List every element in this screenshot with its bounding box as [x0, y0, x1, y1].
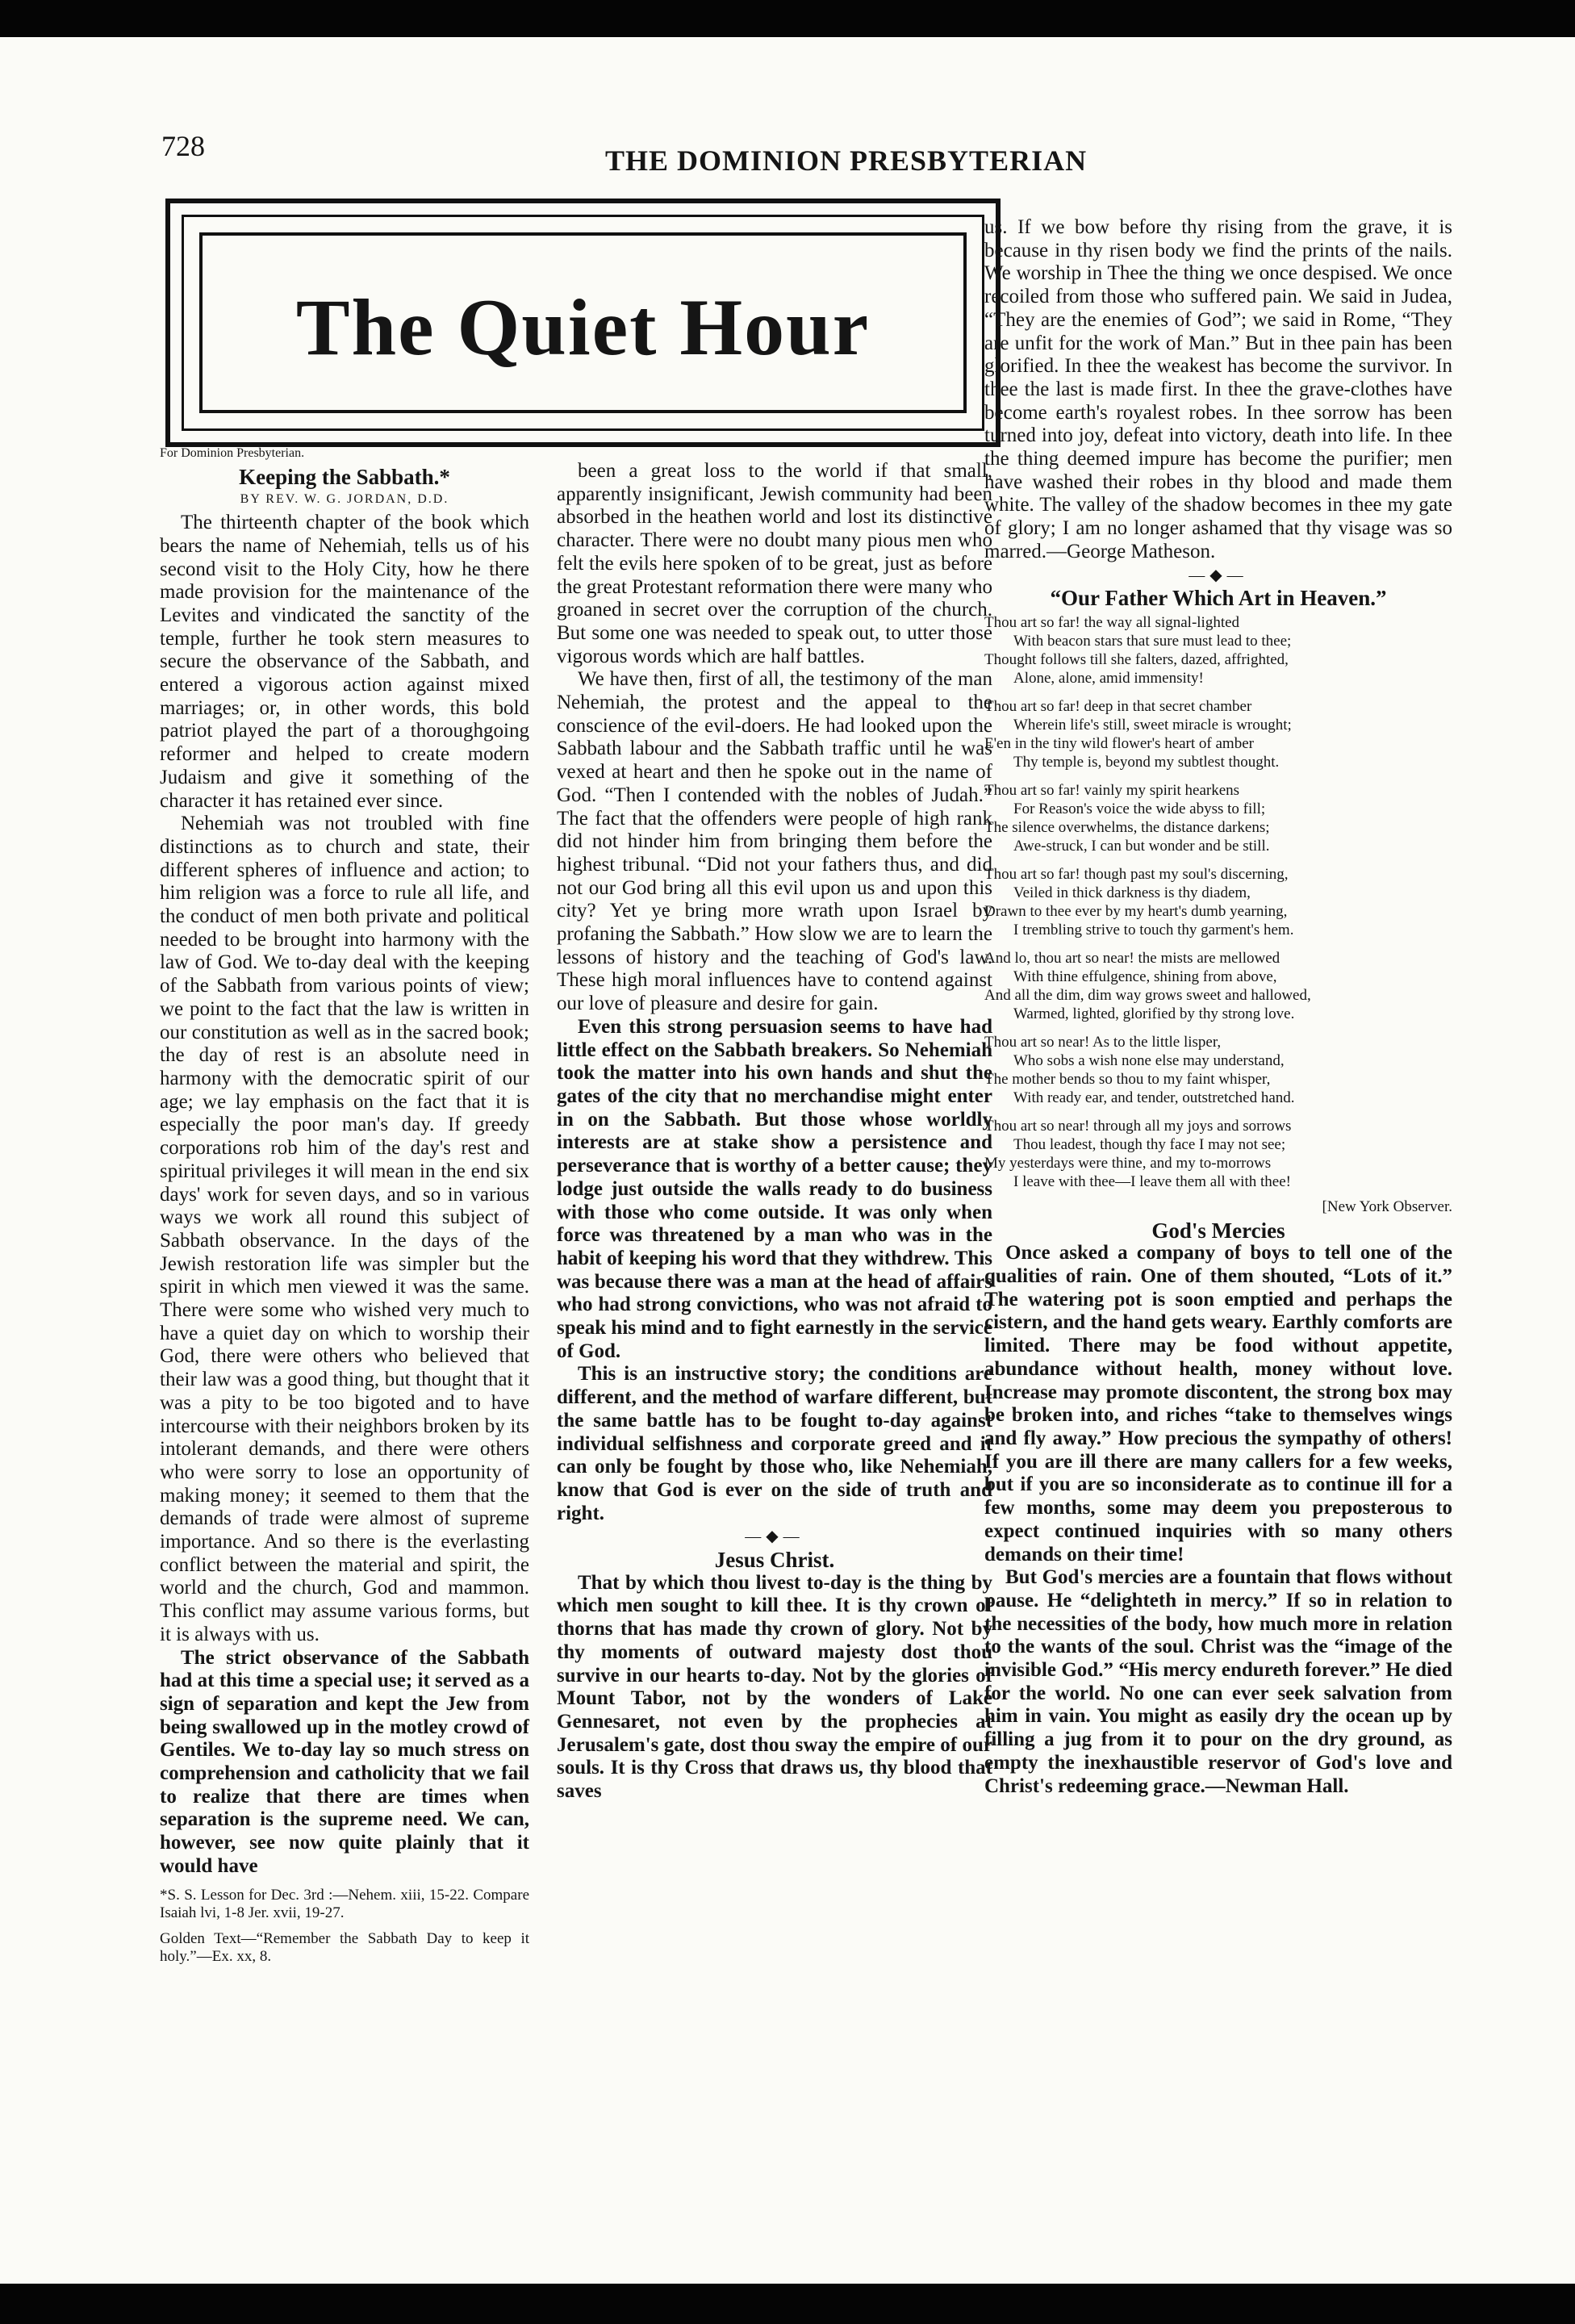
poem-line: Thought follows till she falters, dazed, affrighted, — [984, 650, 1289, 668]
article-continuation: us. If we bow before thy rising from the grave, it is because in thy risen body we find the prints of the nails. We worship in Thee the thing we once despised. We once recoiled from those who suffered pain. We said in Judea, “They are the enemies of God”; we said in Rome, “They are unfit for the work of Man.” But in thee pain has been glorified. In thee the weakest has become the survivor. In thee the last is made first. In thee the grave-clothes have become earth's royalest robes. In thee sorrow has been turned into joy, defeat into victory, death into life. In thee the thing deemed impure has become the purifier; men have washed their robes in thy blood and made them white. The valley of the shadow becomes in thee my gate of glory; I am no longer ashamed that thy visage was so marred.—George Matheson. — [984, 216, 1452, 562]
poem-stanza — [984, 865, 1452, 939]
poem-line: Thou art so far! though past my soul's discerning, — [984, 865, 1289, 883]
poem-line: I trembling strive to touch thy garment's hem. — [1013, 921, 1294, 938]
poem-line: Thou art so near! through all my joys and sorrows — [984, 1117, 1292, 1135]
poem-line: For Reason's voice the wide abyss to fill; — [1013, 800, 1266, 817]
poem-line: Thy temple is, beyond my subtlest thought. — [1013, 753, 1280, 771]
column-3 — [984, 216, 1452, 1798]
poem-stanza — [984, 1117, 1452, 1191]
article-paragraph: been a great loss to the world if that small, apparently insignificant, Jewish community had been absorbed in the heathen world and lost its distinctive character. There were no doubt many pious men who felt the evils here spoken of to be great, just as before the great Protestant reformation there were many who groaned in secret over the corruption of the church. But some one was needed to speak out, to utter those vigorous words which are half battles. — [557, 460, 992, 667]
poem-title: “Our Father Which Art in Heaven.” — [1050, 586, 1387, 611]
poem-line: With ready ear, and tender, outstretched hand. — [1013, 1089, 1295, 1106]
poem-source: [New York Observer. — [1322, 1198, 1452, 1215]
poem-line: Thou art so near! As to the little lisper, — [984, 1033, 1222, 1051]
poem-line: Thou art so far! the way all signal-lighted — [984, 613, 1240, 631]
article-title-mercies: God's Mercies — [1151, 1218, 1285, 1243]
poem-line: My yesterdays were thine, and my to-morrows — [984, 1154, 1272, 1172]
article-title-sabbath: Keeping the Sabbath.* — [239, 464, 450, 489]
article-paragraph: The thirteenth chapter of the book which bears the name of Nehemiah, tells us of his second visit to the Holy City, how he there made provision for the maintenance of the Levites and vindicated the sanctity of the temple, further he took stern measures to secure the observance of the Sabbath, and entered a vigorous action against mixed marriages; or, in other words, this bold patriot played the part of a thoroughgoing reformer and helped to create modern Judaism and give it something of the character it has retained ever since. — [160, 512, 529, 812]
article-paragraph: The strict observance of the Sabbath had at this time a special use; it served as a sign of separation and kept the Jew from being swallowed up in the motley crowd of Gentiles. We to-day lay so much stress on comprehension and catholicity that we fail to realize that there are times when separation is the supreme need. We can, however, see now quite plainly that it would have — [160, 1646, 529, 1877]
footnote-lesson: *S. S. Lesson for Dec. 3rd :—Nehem. xiii, 15-22. Compare Isaiah lvi, 1-8 Jer. xvii, 19-27. — [160, 1886, 529, 1921]
poem-stanza — [984, 949, 1452, 1023]
poem-stanza — [984, 1033, 1452, 1107]
poem-line: With beacon stars that sure must lead to thee; — [1013, 632, 1292, 650]
poem-line: Thou leadest, though thy face I may not see; — [1013, 1135, 1286, 1153]
poem-line: Veiled in thick darkness is thy diadem, — [1013, 884, 1251, 901]
poem-line: Thou art so far! vainly my spirit hearkens — [984, 781, 1240, 799]
article-paragraph: That by which thou livest to-day is the thing by which men sought to kill thee. It is thy crown of thorns that has made thy crown of glory. Not by thy moments of outward majesty dost thou survive in our hearts to-day. Not by the glories of Mount Tabor, not by the wonders of Lake Gennesaret, not even by the prophecies at Jerusalem's gate, dost thou sway the empire of our souls. It is thy Cross that draws us, thy blood that saves — [557, 1571, 992, 1803]
column-1 — [160, 442, 529, 1966]
page-number: 728 — [161, 130, 205, 162]
running-header: THE DOMINION PRESBYTERIAN — [605, 144, 1088, 177]
poem-line: I leave with thee—I leave them all with thee! — [1013, 1172, 1291, 1190]
poem-line: The silence overwhelms, the distance darkens; — [984, 818, 1270, 836]
article-paragraph: We have then, first of all, the testimony of the man Nehemiah, the protest and the appeal to the conscience of the evil-doers. He had looked upon the Sabbath labour and the Sabbath traffic until he was vexed at heart and then he spoke out in the name of God. “Then I contended with the nobles of Judah.” The fact that the offenders were people of high rank did not hinder him from bringing them before the highest tribunal. “Did not your fathers thus, and did not our God bring all this evil upon us and upon this city? Yet ye bring more wrath upon Israel by profaning the Sabbath.” How slow we are to learn the lessons of history and the teaching of God's law. These high moral influences have to contend against our love of pleasure and desire for gain. — [557, 668, 992, 1015]
ornament-divider: —◆— — [1189, 566, 1248, 584]
poem-line: Awe-struck, I can but wonder and be still. — [1013, 837, 1270, 855]
poem-line: E'en in the tiny wild flower's heart of amber — [984, 734, 1254, 752]
banner-title: The Quiet Hour — [295, 282, 871, 372]
scan-top-border — [0, 0, 1575, 37]
article-title-jesus: Jesus Christ. — [714, 1548, 835, 1573]
quiet-hour-banner — [165, 199, 1001, 447]
poem-line: Alone, alone, amid immensity! — [1013, 669, 1204, 687]
poem — [984, 613, 1452, 1219]
ornament-divider: —◆— — [745, 1528, 804, 1546]
column-2 — [557, 460, 992, 1804]
poem-line: And all the dim, dim way grows sweet and hallowed, — [984, 986, 1311, 1004]
article-byline: BY REV. W. G. JORDAN, D.D. — [240, 492, 449, 507]
poem-line: Drawn to thee ever by my heart's dumb yearning, — [984, 902, 1288, 920]
article-paragraph: But God's mercies are a fountain that flows without pause. He “delighteth in mercy.” If so in relation to the necessities of the body, how much more in relation to the wants of the soul. Christ was the “image of the invisible God.” “His mercy endureth forever.” He died for the world. No one can ever seek salvation from him in vain. You might as easily dry the ocean up by filling a jug from it to pour on the dry ground, as empty the inexhaustible reservor of God's love and Christ's redeeming grace.—Newman Hall. — [984, 1566, 1452, 1797]
poem-line: With thine effulgence, shining from above, — [1013, 968, 1277, 985]
poem-line: The mother bends so thou to my faint whisper, — [984, 1070, 1271, 1088]
poem-line: Who sobs a wish none else may understand, — [1013, 1051, 1285, 1069]
poem-stanza — [984, 697, 1452, 771]
poem-line: Thou art so far! deep in that secret chamber — [984, 697, 1252, 715]
poem-line: And lo, thou art so near! the mists are mellowed — [984, 949, 1280, 967]
poem-stanza — [984, 781, 1452, 855]
poem-line: Wherein life's still, sweet miracle is wrought; — [1013, 716, 1292, 734]
poem-stanza — [984, 613, 1452, 688]
article-paragraph: Once asked a company of boys to tell one of the qualities of rain. One of them shouted, “Lots of it.” The watering pot is soon emptied and perhaps the cistern, and the hand gets weary. Earthly comforts are limited. There may be food without appetite, abundance without health, money without love. Increase may promote discontent, the strong box may be broken into, and riches “take to themselves wings and fly away.” How precious the sympathy of others! If you are ill there are many callers for a few weeks, but if you are so inconsiderate as to continue ill for a few months, some may deem you preposterous to expect continued inquiries with so many others demands on their time! — [984, 1242, 1452, 1565]
article-paragraph: This is an instructive story; the conditions are different, and the method of warfare different, but the same battle has to be fought to-day against individual selfishness and corporate greed and it can only be fought by those who, like Nehemiah, know that God is ever on the side of truth and right. — [557, 1363, 992, 1524]
article-paragraph: Even this strong persuasion seems to have had little effect on the Sabbath breakers. So Nehemiah took the matter into his own hands and shut the gates of the city that no merchandise might enter in on the Sabbath. But those whose worldly interests are at stake show a persistence and perseverance that is worthy of a better cause; they lodge just outside the walls ready to do business with those who come outside. It was only when force was threatened by a man who was in the habit of keeping his word that they withdrew. This was because there was a man at the head of affairs who had strong convictions, who was not afraid to speak his mind and to fight earnestly in the service of God. — [557, 1015, 992, 1362]
for-line: For Dominion Presbyterian. — [160, 446, 305, 460]
poem-line: Warmed, lighted, glorified by thy strong love. — [1013, 1005, 1295, 1022]
footnote-golden-text: Golden Text—“Remember the Sabbath Day to keep it holy.”—Ex. xx, 8. — [160, 1929, 529, 1965]
scan-bottom-border — [0, 2284, 1575, 2324]
article-paragraph: Nehemiah was not troubled with fine distinctions as to church and state, their different spheres of influence and action; to him religion was a force to rule all life, and the conduct of men both private and political needed to be brought into harmony with the law of God. We to-day deal with the keeping of the Sabbath from various points of view; we point to the fact that the law is written in our constitution as well as in the sacred book; the day of rest is an absolute need in harmony with the democratic spirit of our age; we lay emphasis on the fact that it is especially the poor man's day. If greedy corporations rob him of the day's rest and spiritual privileges it will mean in the end six days' work for seven days, and so in various ways we work all round this subject of Sabbath observance. In the days of the Jewish restoration life was simpler but the spirit in which men viewed it was the same. There were some who wished very much to have a quiet day on which to worship their God, there were others who believed that their law was a good thing, but thought that it was a pity to be too bigoted and to have intercourse with their neighbors broken by its intolerant demands, and there were others who were sorry to lose an opportunity of making money; it seemed to them that the demands of trade were almost of supreme importance. And so there is the everlasting conflict between the material and spirit, the world and the church, God and mammon. This conflict may assume various forms, but it is always with us. — [160, 813, 529, 1645]
